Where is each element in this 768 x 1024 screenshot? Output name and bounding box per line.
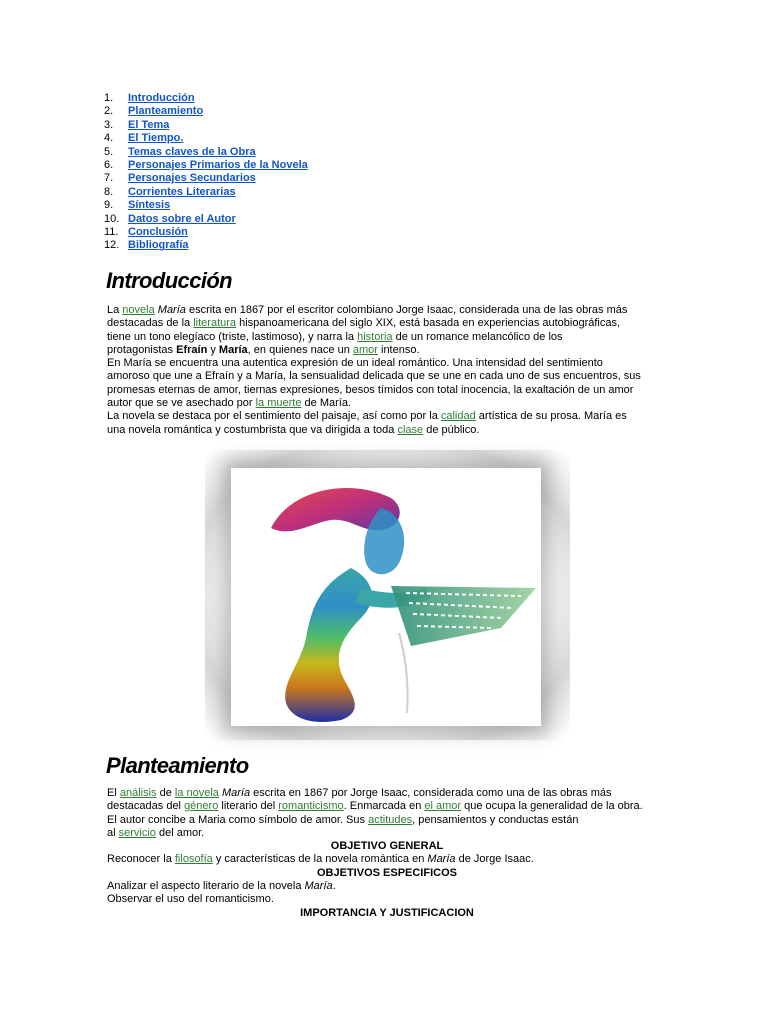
link-historia[interactable]: historia (357, 330, 393, 343)
text-line (107, 331, 667, 344)
text: de un romance melancólico de los (392, 330, 563, 343)
link-actitudes[interactable]: actitudes (368, 813, 413, 826)
text: El (107, 787, 120, 799)
text-line (107, 397, 667, 410)
illustration-image (231, 468, 541, 726)
text: de María. (301, 397, 351, 410)
text: . Enmarcada en (343, 800, 425, 813)
link-clase[interactable]: clase (397, 423, 424, 436)
link-amor[interactable]: amor (352, 343, 378, 356)
italic-text: María (222, 787, 251, 799)
toc-item (104, 132, 308, 145)
text: literario del (218, 800, 279, 813)
text: que ocupa la generalidad de la obra. (461, 800, 643, 813)
woman-with-fan-illustration (231, 468, 541, 726)
importancia-title: IMPORTANCIA Y JUSTIFICACION (300, 906, 474, 919)
toc-link-personajes-secundarios[interactable]: Personajes Secundarios (128, 172, 256, 185)
toc-link-bibliografia[interactable]: Bibliografía (128, 239, 189, 252)
text: , en quienes nace un (247, 343, 353, 356)
text: artística de su prosa. María es (475, 410, 627, 423)
text: El autor concibe a Maria como símbolo de amor. Sus (107, 813, 369, 826)
text: intenso. (377, 343, 420, 356)
text-line (107, 827, 667, 840)
link-romanticismo[interactable]: romanticismo (278, 800, 344, 813)
text: tiene un tono elegíaco (triste, lastimoso), y narra la (107, 330, 358, 343)
text: autor que se ve asechado por (107, 397, 256, 410)
text: protagonistas (107, 343, 177, 356)
toc-number: 1. (104, 92, 114, 104)
objetivo-general-title: OBJETIVO GENERAL (330, 840, 444, 853)
text-line (107, 304, 667, 317)
text-line (107, 317, 667, 330)
text-line (107, 787, 667, 800)
toc-number: 4. (104, 132, 114, 145)
text: del amor. (155, 826, 205, 839)
toc-link-personajes-primarios[interactable]: Personajes Primarios de la Novela (128, 159, 308, 172)
toc-link-el-tiempo[interactable]: El Tiempo. (128, 132, 184, 145)
objetivos-especificos-title: OBJETIVOS ESPECIFICOS (317, 866, 457, 879)
link-el-amor[interactable]: el amor (424, 800, 462, 813)
toc-link-el-tema[interactable]: El Tema (128, 118, 170, 131)
link-analisis[interactable]: análisis (119, 787, 157, 799)
text-line (107, 814, 667, 827)
italic-text: María (157, 304, 186, 316)
text: al (107, 826, 119, 839)
table-of-contents (104, 92, 308, 253)
text: de público. (423, 423, 480, 436)
heading-introduccion: Introducción (106, 268, 233, 293)
toc-item (104, 172, 308, 185)
toc-item (104, 159, 308, 172)
text-line: En María se encuentra una autentica expresión de un ideal romántico. Una intensidad del sentimiento (107, 357, 603, 370)
toc-number: 11. (104, 226, 119, 239)
link-filosofia[interactable]: filosofía (174, 853, 213, 866)
text: destacadas del (107, 800, 185, 813)
text-line (107, 344, 667, 357)
toc-number: 9. (104, 199, 114, 212)
intro-paragraph (107, 304, 667, 437)
toc-item (104, 186, 308, 199)
toc-number: 8. (104, 185, 114, 198)
toc-number: 12. (104, 239, 120, 252)
text: Analizar el aspecto literario de la novela (107, 880, 305, 893)
toc-item (104, 199, 308, 212)
toc-number: 3. (104, 118, 114, 131)
text: , pensamientos y conductas están (412, 813, 579, 826)
link-novela[interactable]: novela (122, 304, 155, 316)
link-genero[interactable]: género (184, 800, 219, 813)
toc-link-introduccion[interactable]: Introducción (128, 92, 195, 104)
text-line: promesas eternas de amor, tiernas expresiones, besos tímidos con total inocencia, la exaltación de un amor (107, 383, 634, 396)
text: de (156, 787, 175, 799)
text-line (107, 800, 667, 813)
text: escrita en 1867 por el escritor colombiano Jorge Isaac, considerada una de las obras más (185, 304, 628, 316)
text-line (107, 853, 667, 866)
text-line: amoroso que une a Efraín y a María, la sensualidad delicada que se une en cada uno de sus encuentros, sus (107, 370, 641, 383)
bold-text: Efraín (176, 343, 208, 356)
toc-link-conclusion[interactable]: Conclusión (128, 226, 188, 239)
toc-number: 6. (104, 159, 114, 172)
text: escrita en 1867 por Jorge Isaac, considerada como una de las obras más (250, 787, 612, 799)
text: de Jorge Isaac. (455, 853, 534, 866)
link-literatura[interactable]: literatura (193, 317, 237, 330)
italic-text: María (304, 880, 333, 893)
planteamiento-paragraph (107, 787, 667, 920)
text-line (107, 880, 667, 893)
toc-number: 5. (104, 145, 114, 158)
text-line (107, 424, 667, 437)
toc-item (104, 146, 308, 159)
toc-link-datos-autor[interactable]: Datos sobre el Autor (128, 212, 236, 225)
text: Reconocer la (107, 853, 175, 866)
text: una novela romántica y costumbrista que va dirigida a toda (107, 423, 398, 436)
toc-link-temas-claves[interactable]: Temas claves de la Obra (128, 145, 256, 158)
bold-text: María (218, 343, 248, 356)
toc-number: 10. (104, 212, 120, 225)
link-calidad[interactable]: calidad (440, 410, 476, 423)
illustration-frame (205, 450, 570, 740)
text-line: Observar el uso del romanticismo. (107, 893, 274, 906)
toc-item (104, 239, 308, 252)
toc-item (104, 105, 308, 118)
toc-item (104, 213, 308, 226)
toc-item (104, 119, 308, 132)
text: y (207, 343, 219, 356)
toc-link-planteamiento[interactable]: Planteamiento (128, 105, 204, 118)
toc-number: 7. (104, 172, 114, 185)
toc-number: 2. (104, 105, 114, 118)
text: destacadas de la (107, 317, 194, 330)
text: La (107, 304, 123, 316)
link-servicio[interactable]: servicio (118, 826, 156, 839)
toc-item (104, 226, 308, 239)
toc-item (104, 92, 308, 105)
link-la-novela[interactable]: la novela (174, 787, 219, 799)
toc-link-corrientes-literarias[interactable]: Corrientes Literarias (128, 185, 236, 198)
text: La novela se destaca por el sentimiento del paisaje, así como por la (107, 410, 441, 423)
link-la-muerte[interactable]: la muerte (255, 397, 302, 410)
toc-link-sintesis[interactable]: Síntesis (128, 199, 171, 212)
italic-text: María (427, 853, 456, 866)
text-line (107, 410, 667, 423)
text: hispanoamericana del siglo XIX, está basada en experiencias autobiográficas, (236, 317, 621, 330)
heading-planteamiento: Planteamiento (106, 753, 249, 778)
text: y características de la novela romántica en (212, 853, 428, 866)
text: . (332, 880, 336, 893)
